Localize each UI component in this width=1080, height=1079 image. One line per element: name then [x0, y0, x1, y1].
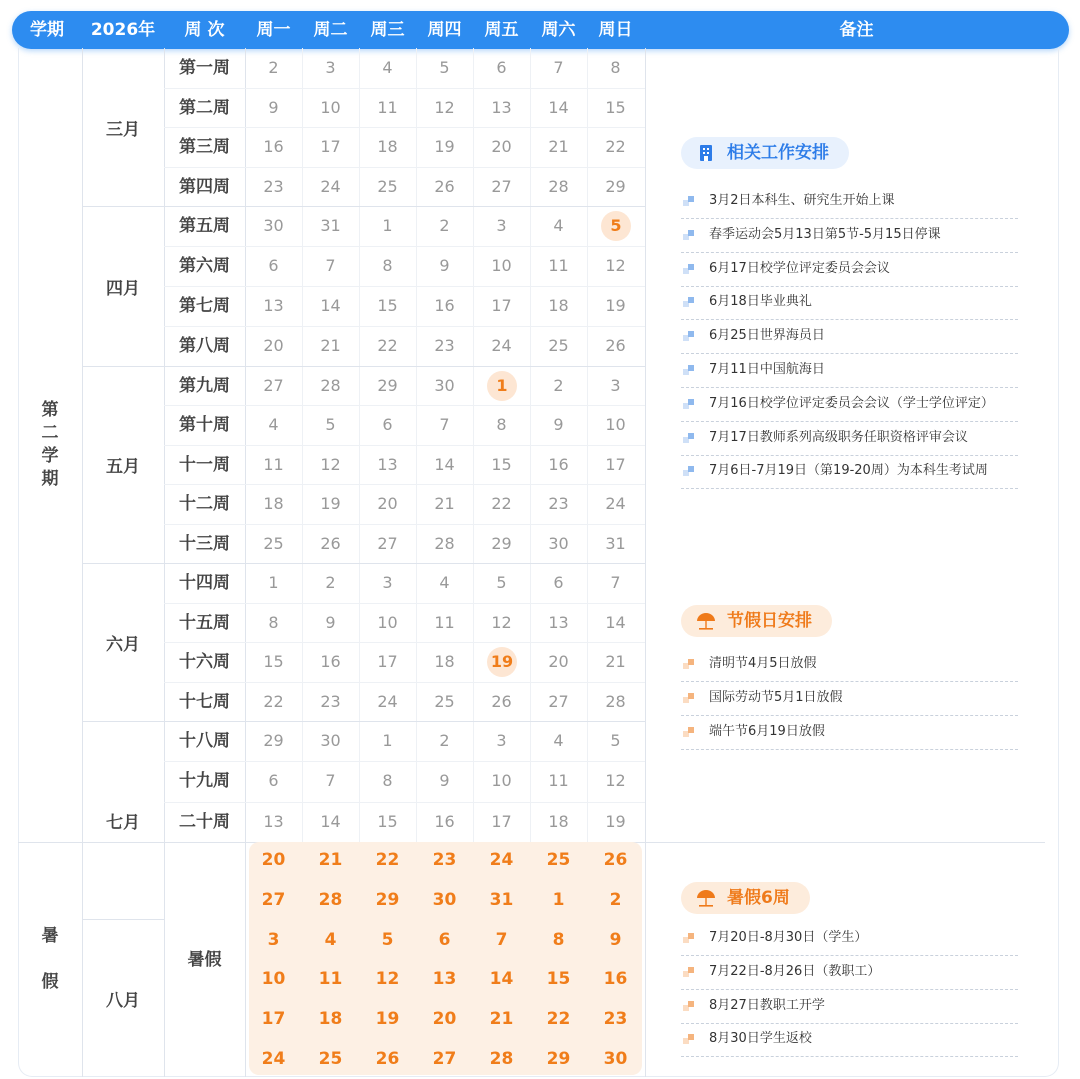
summer-day-cell: 22 [546, 1009, 571, 1030]
day-cell: 8 [268, 612, 279, 632]
day-cell: 15 [605, 97, 626, 117]
day-cell: 16 [548, 454, 569, 474]
day-cell: 3 [496, 731, 507, 750]
bullet-icon [683, 433, 695, 443]
day-cell: 13 [263, 811, 284, 831]
day-cell: 11 [377, 97, 398, 117]
header-bar [12, 11, 1069, 49]
summer-day-cell: 30 [432, 889, 457, 910]
day-cell: 7 [325, 256, 336, 275]
header-mon: 周一 [256, 20, 291, 40]
summer-day-cell: 28 [489, 1049, 514, 1069]
day-cell: 24 [491, 336, 512, 355]
week-label: 二十周 [179, 811, 230, 832]
bullet-icon [683, 967, 695, 977]
week-label: 十三周 [179, 533, 230, 554]
day-cell: 19 [320, 494, 341, 514]
summer-day-cell: 28 [318, 889, 343, 910]
day-cell: 19 [605, 296, 626, 315]
day-cell: 3 [496, 216, 507, 235]
section-work-title-text: 相关工作安排 [727, 143, 829, 163]
bullet-icon [683, 1001, 695, 1011]
month-june: 六月 [106, 634, 140, 655]
day-cell: 10 [320, 97, 341, 117]
day-cell: 4 [382, 58, 393, 77]
day-cell: 19 [605, 811, 626, 831]
note-text: 清明节4月5日放假 [709, 656, 817, 671]
day-cell: 21 [434, 494, 455, 514]
summer-day-cell: 27 [432, 1049, 457, 1069]
day-cell: 14 [434, 454, 455, 474]
bullet-icon [683, 365, 695, 375]
note-text: 国际劳动节5月1日放假 [709, 689, 843, 705]
summer-day-cell: 12 [375, 969, 400, 990]
day-cell: 18 [548, 811, 569, 831]
note-text: 6月18日毕业典礼 [709, 294, 812, 310]
day-cell: 23 [548, 494, 569, 514]
week-label: 第七周 [179, 296, 230, 316]
day-cell: 4 [439, 573, 450, 592]
summer-day-cell: 3 [267, 929, 280, 950]
day-cell: 26 [605, 336, 626, 355]
summer-day-cell: 13 [432, 969, 457, 990]
summer-day-cell: 25 [318, 1049, 343, 1069]
week-label: 十八周 [179, 731, 230, 751]
day-cell: 29 [377, 376, 398, 395]
week-label: 第五周 [179, 216, 230, 236]
term-summer: 暑 假 [41, 926, 59, 992]
day-cell: 17 [377, 652, 398, 671]
day-cell: 5 [325, 415, 336, 435]
note-item [681, 387, 1018, 422]
header-wed: 周三 [370, 20, 405, 40]
bullet-icon [683, 466, 695, 476]
day-cell: 30 [320, 731, 341, 750]
day-cell: 13 [491, 97, 512, 117]
note-item [681, 319, 1018, 354]
day-cell: 9 [439, 771, 450, 791]
day-cell: 15 [491, 454, 512, 474]
day-cell: 31 [320, 216, 341, 235]
note-text: 7月22日-8月26日（教职工） [709, 963, 881, 979]
day-cell: 25 [263, 533, 284, 553]
summer-day-cell: 24 [489, 850, 514, 870]
summer-day-cell: 26 [603, 850, 628, 870]
day-cell: 24 [377, 691, 398, 711]
note-item [681, 421, 1018, 456]
day-cell: 31 [605, 533, 626, 553]
day-cell: 13 [263, 296, 284, 315]
note-text: 7月11日中国航海日 [709, 362, 825, 377]
day-cell: 18 [377, 137, 398, 156]
day-cell: 17 [320, 137, 341, 156]
summer-day-cell: 19 [375, 1009, 400, 1030]
summer-day-cell: 5 [381, 929, 394, 950]
summer-label: 暑假 [187, 950, 222, 970]
note-item [681, 921, 1018, 956]
day-cell: 24 [320, 176, 341, 196]
day-cell: 17 [605, 454, 626, 474]
note-item [681, 647, 1018, 682]
day-cell: 3 [610, 376, 621, 395]
note-item [681, 715, 1018, 750]
note-text: 6月25日世界海员日 [709, 328, 825, 344]
holiday-date-badge: 1 [487, 371, 517, 401]
note-text: 6月17日校学位评定委员会会议 [709, 260, 890, 276]
day-cell: 5 [439, 58, 450, 77]
summer-day-cell: 1 [552, 889, 565, 910]
day-cell: 22 [377, 336, 398, 355]
day-cell: 10 [491, 771, 512, 791]
day-cell: 5 [610, 731, 621, 750]
day-cell: 23 [263, 176, 284, 196]
day-cell: 30 [548, 533, 569, 553]
week-label: 第一周 [179, 58, 230, 78]
header-week: 周 次 [184, 20, 225, 40]
day-cell: 11 [548, 256, 569, 275]
day-cell: 29 [605, 176, 626, 196]
day-cell: 27 [491, 176, 512, 196]
day-cell: 6 [382, 415, 393, 435]
summer-day-cell: 17 [261, 1009, 286, 1030]
day-cell: 3 [325, 58, 336, 77]
summer-day-cell: 14 [489, 969, 514, 990]
week-label: 十四周 [179, 573, 230, 593]
day-cell: 21 [548, 137, 569, 156]
day-cell: 10 [377, 612, 398, 632]
day-cell: 16 [263, 137, 284, 156]
day-cell: 28 [605, 691, 626, 711]
day-cell: 29 [491, 533, 512, 553]
day-cell: 10 [491, 256, 512, 275]
day-cell: 30 [434, 376, 455, 395]
note-item [681, 989, 1018, 1024]
day-cell: 11 [263, 454, 284, 474]
section-summer-title-text: 暑假6周 [727, 888, 790, 908]
month-march: 三月 [106, 119, 140, 140]
note-item [681, 353, 1018, 388]
day-cell: 20 [263, 336, 284, 355]
building-icon [695, 142, 717, 164]
week-label: 十九周 [179, 771, 230, 792]
note-item [681, 681, 1018, 716]
day-cell: 11 [434, 612, 455, 632]
day-cell: 18 [263, 494, 284, 514]
month-april: 四月 [106, 278, 140, 299]
day-cell: 6 [268, 771, 279, 791]
header-remarks: 备注 [839, 20, 874, 40]
summer-day-cell: 6 [438, 929, 451, 950]
day-cell: 9 [325, 612, 336, 632]
day-cell: 14 [320, 811, 341, 831]
note-text: 3月2日本科生、研究生开始上课 [709, 193, 895, 208]
summer-day-cell: 21 [318, 850, 343, 870]
summer-day-cell: 24 [261, 1049, 286, 1069]
day-cell: 5 [496, 573, 507, 592]
summer-day-cell: 9 [609, 929, 622, 950]
holiday-date-badge: 5 [601, 211, 631, 241]
week-label: 第四周 [179, 176, 230, 197]
section-work-title [681, 137, 849, 169]
day-cell: 1 [382, 731, 393, 750]
day-cell: 18 [548, 296, 569, 315]
bullet-icon [683, 297, 695, 307]
summer-day-cell: 4 [324, 929, 337, 950]
header-fri: 周五 [484, 20, 519, 40]
day-cell: 30 [263, 216, 284, 235]
bullet-icon [683, 693, 695, 703]
summer-day-cell: 10 [261, 969, 286, 990]
day-cell: 2 [325, 573, 336, 592]
day-cell: 2 [268, 58, 279, 77]
header-sat: 周六 [541, 20, 576, 40]
summer-day-cell: 29 [546, 1049, 571, 1069]
section-summer-title [681, 882, 810, 914]
summer-day-cell: 23 [432, 850, 457, 870]
day-cell: 4 [553, 216, 564, 235]
day-cell: 1 [268, 573, 279, 592]
header-year: 2026年 [90, 20, 156, 40]
day-cell: 2 [553, 376, 564, 395]
day-cell: 6 [496, 58, 507, 77]
day-cell: 20 [377, 494, 398, 514]
day-cell: 12 [320, 454, 341, 474]
bullet-icon [683, 659, 695, 669]
week-label: 十一周 [179, 454, 230, 475]
note-item [681, 252, 1018, 287]
summer-day-cell: 20 [432, 1009, 457, 1030]
day-cell: 16 [434, 811, 455, 831]
week-label: 第十周 [179, 415, 230, 436]
day-cell: 7 [439, 415, 450, 435]
day-cell: 9 [553, 415, 564, 435]
week-label: 第八周 [179, 336, 230, 356]
day-cell: 17 [491, 811, 512, 831]
note-item [681, 1022, 1018, 1057]
week-label: 十六周 [179, 652, 230, 672]
day-cell: 8 [496, 415, 507, 435]
day-cell: 17 [491, 296, 512, 315]
note-text: 春季运动会5月13日第5节-5月15日停课 [709, 226, 941, 242]
day-cell: 13 [548, 612, 569, 632]
day-cell: 13 [377, 454, 398, 474]
week-label: 十五周 [179, 612, 230, 633]
note-text: 7月16日校学位评定委员会会议（学士学位评定） [709, 395, 994, 411]
term-second-semester: 第 二 学 期 [41, 400, 59, 489]
bullet-icon [683, 196, 695, 206]
umbrella-icon [695, 887, 717, 909]
day-cell: 16 [434, 296, 455, 315]
bullet-icon [683, 331, 695, 341]
bullet-icon [683, 727, 695, 737]
day-cell: 9 [439, 256, 450, 275]
day-cell: 22 [491, 494, 512, 514]
day-cell: 15 [377, 296, 398, 315]
umbrella-icon [695, 610, 717, 632]
summer-day-cell: 27 [261, 889, 286, 910]
day-cell: 23 [434, 336, 455, 355]
summer-day-cell: 31 [489, 889, 514, 910]
summer-day-cell: 26 [375, 1049, 400, 1069]
month-may: 五月 [106, 457, 140, 477]
day-cell: 26 [434, 176, 455, 196]
bullet-icon [683, 1034, 695, 1044]
day-cell: 27 [548, 691, 569, 711]
day-cell: 12 [491, 612, 512, 632]
day-cell: 23 [320, 691, 341, 711]
bullet-icon [683, 264, 695, 274]
day-cell: 2 [439, 216, 450, 235]
note-text: 7月20日-8月30日（学生） [709, 930, 868, 945]
note-text: 7月6日-7月19日（第19-20周）为本科生考试周 [709, 463, 988, 479]
day-cell: 6 [268, 256, 279, 275]
note-item [681, 955, 1018, 990]
day-cell: 18 [434, 652, 455, 671]
day-cell: 21 [320, 336, 341, 355]
header-thu: 周四 [427, 20, 462, 40]
note-text: 端午节6月19日放假 [709, 723, 825, 739]
summer-day-cell: 2 [609, 889, 622, 910]
day-cell: 25 [434, 691, 455, 711]
day-cell: 12 [605, 771, 626, 791]
note-text: 7月17日教师系列高级职务任职资格评审会议 [709, 429, 968, 445]
day-cell: 7 [553, 58, 564, 77]
day-cell: 8 [610, 58, 621, 77]
day-cell: 27 [377, 533, 398, 553]
note-item [681, 285, 1018, 320]
summer-day-cell: 11 [318, 969, 343, 990]
day-cell: 20 [548, 652, 569, 671]
day-cell: 9 [268, 97, 279, 117]
header-tue: 周二 [313, 20, 348, 40]
week-label: 第三周 [179, 137, 230, 157]
summer-day-cell: 23 [603, 1009, 628, 1030]
summer-day-cell: 15 [546, 969, 571, 990]
day-cell: 2 [439, 731, 450, 750]
summer-day-cell: 20 [261, 850, 286, 870]
day-cell: 8 [382, 771, 393, 791]
day-cell: 10 [605, 415, 626, 435]
day-cell: 11 [548, 771, 569, 791]
day-cell: 29 [263, 731, 284, 750]
note-item [681, 184, 1018, 219]
day-cell: 24 [605, 494, 626, 514]
summer-day-cell: 25 [546, 850, 571, 870]
summer-day-cell: 30 [603, 1049, 628, 1069]
day-cell: 12 [605, 256, 626, 275]
note-item [681, 218, 1018, 253]
week-label: 十二周 [179, 494, 230, 515]
day-cell: 15 [377, 811, 398, 831]
day-cell: 14 [320, 296, 341, 315]
header-term: 学期 [30, 20, 64, 40]
day-cell: 14 [548, 97, 569, 117]
day-cell: 4 [268, 415, 279, 435]
day-cell: 3 [382, 573, 393, 592]
bullet-icon [683, 230, 695, 240]
week-label: 第六周 [179, 256, 230, 276]
holiday-date-badge: 19 [487, 647, 517, 677]
summer-day-cell: 18 [318, 1009, 343, 1030]
week-label: 第九周 [179, 376, 230, 396]
bullet-icon [683, 933, 695, 943]
summer-day-cell: 8 [552, 929, 565, 950]
day-cell: 4 [553, 731, 564, 750]
note-text: 8月27日教职工开学 [709, 997, 825, 1013]
day-cell: 8 [382, 256, 393, 275]
month-july: 七月 [106, 812, 140, 833]
summer-day-cell: 22 [375, 850, 400, 870]
day-cell: 28 [434, 533, 455, 553]
day-cell: 25 [377, 176, 398, 196]
section-holiday-title-text: 节假日安排 [727, 611, 812, 631]
day-cell: 7 [610, 573, 621, 592]
summer-day-cell: 21 [489, 1009, 514, 1030]
day-cell: 22 [263, 691, 284, 711]
summer-day-cell: 29 [375, 889, 400, 910]
day-cell: 14 [605, 612, 626, 632]
day-cell: 21 [605, 652, 626, 671]
header-sun: 周日 [598, 20, 633, 40]
day-cell: 12 [434, 97, 455, 117]
note-item [681, 454, 1018, 489]
day-cell: 28 [548, 176, 569, 196]
summer-day-cell: 16 [603, 969, 628, 990]
bullet-icon [683, 399, 695, 409]
day-cell: 25 [548, 336, 569, 355]
day-cell: 16 [320, 652, 341, 671]
day-cell: 26 [491, 691, 512, 711]
day-cell: 6 [553, 573, 564, 592]
day-cell: 19 [434, 137, 455, 156]
day-cell: 20 [491, 137, 512, 156]
day-cell: 27 [263, 376, 284, 395]
note-text: 8月30日学生返校 [709, 1031, 812, 1047]
day-cell: 1 [382, 216, 393, 235]
week-label: 十七周 [179, 691, 230, 712]
day-cell: 7 [325, 771, 336, 791]
day-cell: 15 [263, 652, 284, 671]
week-label: 第二周 [179, 97, 230, 118]
day-cell: 28 [320, 376, 341, 395]
summer-day-cell: 7 [495, 929, 508, 950]
month-august: 八月 [106, 990, 140, 1011]
section-holiday-title [681, 605, 832, 637]
day-cell: 22 [605, 137, 626, 156]
day-cell: 26 [320, 533, 341, 553]
